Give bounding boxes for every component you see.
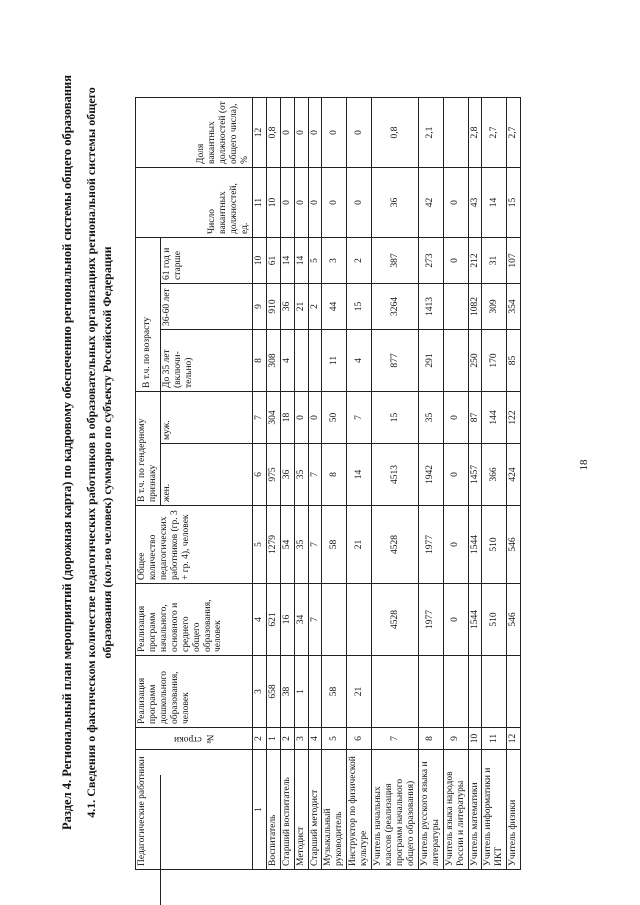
cell-share: 2,8 xyxy=(468,98,482,168)
header-general: Реализация программ начального, основного и среднего общего образования, человек xyxy=(136,584,253,656)
cell-age2: 910 xyxy=(266,284,280,330)
header-age-1: До 35 лет (включи-тельно) xyxy=(160,330,252,392)
cell-no: 10 xyxy=(468,728,482,750)
column-number: 7 xyxy=(252,392,266,444)
cell-age2: 354 xyxy=(507,284,521,330)
cell-female: 975 xyxy=(266,444,280,506)
table-row xyxy=(322,98,347,870)
cell-female: 35 xyxy=(294,444,308,506)
cell-total: 4528 xyxy=(372,506,419,584)
cell-total: 1544 xyxy=(468,506,482,584)
cell-name: Учитель русского языка и литературы xyxy=(418,750,443,870)
cell-female: 7 xyxy=(308,444,322,506)
section-title: Раздел 4. Региональный план мероприятий (дорожная карта) по кадровому обеспечению региональной системы общего образования xyxy=(60,75,74,830)
table-row xyxy=(507,98,521,870)
cell-male: 7 xyxy=(347,392,372,444)
cell-share: 0 xyxy=(294,98,308,168)
cell-vacant: 0 xyxy=(347,168,372,238)
column-number: 2 xyxy=(252,728,266,750)
cell-no: 4 xyxy=(308,728,322,750)
cell-general: 1544 xyxy=(468,584,482,656)
column-number: 1 xyxy=(252,750,266,870)
cell-age3: 2 xyxy=(347,238,372,284)
cell-age1 xyxy=(443,330,468,392)
cell-vacant: 42 xyxy=(418,168,443,238)
cell-age1: 291 xyxy=(418,330,443,392)
cell-total: 7 xyxy=(308,506,322,584)
column-number: 5 xyxy=(252,506,266,584)
cell-no: 8 xyxy=(418,728,443,750)
cell-no: 3 xyxy=(294,728,308,750)
cell-no: 1 xyxy=(266,728,280,750)
cell-age1 xyxy=(308,330,322,392)
cell-general: 510 xyxy=(482,584,507,656)
cell-female: 366 xyxy=(482,444,507,506)
cell-share: 2,7 xyxy=(507,98,521,168)
cell-age2: 309 xyxy=(482,284,507,330)
table-row xyxy=(482,98,507,870)
cell-name: Учитель начальных классов (реализация программ начального общего образования) xyxy=(372,750,419,870)
cell-age1: 4 xyxy=(347,330,372,392)
cell-general: 0 xyxy=(443,584,468,656)
cell-female: 36 xyxy=(280,444,294,506)
column-number-row xyxy=(252,98,266,870)
cell-general: 34 xyxy=(294,584,308,656)
cell-age2: 44 xyxy=(322,284,347,330)
cell-female: 424 xyxy=(507,444,521,506)
cell-name: Старший воспитатель xyxy=(280,750,294,870)
cell-vacant: 15 xyxy=(507,168,521,238)
column-number: 12 xyxy=(252,98,266,168)
cell-male: 304 xyxy=(266,392,280,444)
header-total: Общее количество педагогических работников (гр. 3 + гр. 4), человек xyxy=(136,506,253,584)
cell-age1: 250 xyxy=(468,330,482,392)
cell-age1: 85 xyxy=(507,330,521,392)
cell-male: 35 xyxy=(418,392,443,444)
cell-age1: 170 xyxy=(482,330,507,392)
cell-share: 0 xyxy=(347,98,372,168)
cell-name: Методист xyxy=(294,750,308,870)
cell-vacant: 43 xyxy=(468,168,482,238)
cell-preschool: 58 xyxy=(322,656,347,728)
column-number: 10 xyxy=(252,238,266,284)
cell-share: 0 xyxy=(308,98,322,168)
table-row xyxy=(418,98,443,870)
cell-age3: 14 xyxy=(280,238,294,284)
table-row xyxy=(347,98,372,870)
cell-no: 2 xyxy=(280,728,294,750)
cell-preschool xyxy=(418,656,443,728)
cell-preschool xyxy=(372,656,419,728)
cell-total: 58 xyxy=(322,506,347,584)
cell-name: Учитель физики xyxy=(507,750,521,870)
cell-no: 12 xyxy=(507,728,521,750)
cell-age2: 1082 xyxy=(468,284,482,330)
cell-vacant: 0 xyxy=(443,168,468,238)
cell-general: 1977 xyxy=(418,584,443,656)
cell-age3: 5 xyxy=(308,238,322,284)
cell-vacant: 36 xyxy=(372,168,419,238)
table-row xyxy=(280,98,294,870)
cell-male: 15 xyxy=(372,392,419,444)
header-gender-group: В т.ч. по гендерному признаку xyxy=(136,392,161,506)
cell-general: 546 xyxy=(507,584,521,656)
cell-no: 7 xyxy=(372,728,419,750)
header-age-3: 61 год и старше xyxy=(160,238,252,284)
cell-share: 0,8 xyxy=(266,98,280,168)
cell-preschool xyxy=(468,656,482,728)
page-number: 18 xyxy=(578,459,590,471)
cell-age3: 14 xyxy=(294,238,308,284)
cell-female: 0 xyxy=(443,444,468,506)
cell-vacant: 10 xyxy=(266,168,280,238)
table-body xyxy=(266,98,520,870)
cell-general: 4528 xyxy=(372,584,419,656)
cell-preschool xyxy=(443,656,468,728)
cell-name: Музыкальный руководитель xyxy=(322,750,347,870)
cell-age1: 308 xyxy=(266,330,280,392)
cell-age3: 212 xyxy=(468,238,482,284)
cell-female: 1942 xyxy=(418,444,443,506)
cell-male: 0 xyxy=(308,392,322,444)
cell-preschool xyxy=(308,656,322,728)
cell-age1 xyxy=(294,330,308,392)
header-age-group: В т.ч. по возрасту xyxy=(136,238,161,392)
cell-general: 7 xyxy=(308,584,322,656)
table-row xyxy=(443,98,468,870)
cell-female: 14 xyxy=(347,444,372,506)
cell-male: 122 xyxy=(507,392,521,444)
cell-name: Учитель языка народов России и литературы xyxy=(443,750,468,870)
cell-share: 2,1 xyxy=(418,98,443,168)
cell-general: 621 xyxy=(266,584,280,656)
cell-age2: 36 xyxy=(280,284,294,330)
column-number: 6 xyxy=(252,444,266,506)
table-caption-line-2: образования (кол-во человек) суммарно по субъекту Российской Федерации xyxy=(100,246,114,659)
cell-male: 0 xyxy=(443,392,468,444)
cell-total: 0 xyxy=(443,506,468,584)
cell-male: 144 xyxy=(482,392,507,444)
cell-name: Воспитатель xyxy=(266,750,280,870)
cell-no: 9 xyxy=(443,728,468,750)
cell-no: 5 xyxy=(322,728,347,750)
cell-age3: 0 xyxy=(443,238,468,284)
cell-vacant: 0 xyxy=(294,168,308,238)
cell-preschool xyxy=(507,656,521,728)
cell-share: 2,7 xyxy=(482,98,507,168)
cell-name: Инструктор по физической культуре xyxy=(347,750,372,870)
column-number: 9 xyxy=(252,284,266,330)
cell-age3: 31 xyxy=(482,238,507,284)
table-row xyxy=(308,98,322,870)
cell-preschool: 21 xyxy=(347,656,372,728)
cell-age2: 2 xyxy=(308,284,322,330)
cell-vacant: 0 xyxy=(280,168,294,238)
cell-share xyxy=(443,98,468,168)
column-number: 3 xyxy=(252,656,266,728)
cell-preschool: 658 xyxy=(266,656,280,728)
cell-vacant: 0 xyxy=(308,168,322,238)
cell-age3: 273 xyxy=(418,238,443,284)
table-row xyxy=(294,98,308,870)
cell-male: 18 xyxy=(280,392,294,444)
table-row xyxy=(468,98,482,870)
header-workers: Педагогические работники xyxy=(136,750,253,870)
cell-age2: 15 xyxy=(347,284,372,330)
cell-age3: 387 xyxy=(372,238,419,284)
footnote-rule xyxy=(160,775,161,905)
cell-age1: 11 xyxy=(322,330,347,392)
cell-age1: 877 xyxy=(372,330,419,392)
cell-male: 50 xyxy=(322,392,347,444)
cell-name: Учитель математики xyxy=(468,750,482,870)
cell-age3: 3 xyxy=(322,238,347,284)
cell-age2 xyxy=(443,284,468,330)
cell-share: 0 xyxy=(280,98,294,168)
cell-total: 21 xyxy=(347,506,372,584)
cell-share: 0 xyxy=(322,98,347,168)
table-row xyxy=(372,98,419,870)
cell-age1: 4 xyxy=(280,330,294,392)
cell-age3: 107 xyxy=(507,238,521,284)
cell-total: 1279 xyxy=(266,506,280,584)
cell-age3: 61 xyxy=(266,238,280,284)
cell-total: 35 xyxy=(294,506,308,584)
cell-total: 510 xyxy=(482,506,507,584)
header-age-2: 36-60 лет xyxy=(160,284,252,330)
header-vacant: Число вакантных должностей, ед. xyxy=(136,168,253,238)
cell-no: 6 xyxy=(347,728,372,750)
cell-female: 1457 xyxy=(468,444,482,506)
column-number: 11 xyxy=(252,168,266,238)
cell-male: 0 xyxy=(294,392,308,444)
cell-vacant: 14 xyxy=(482,168,507,238)
cell-preschool xyxy=(482,656,507,728)
table-row xyxy=(266,98,280,870)
header-row-no: № строки xyxy=(136,728,253,750)
cell-share: 0,8 xyxy=(372,98,419,168)
header-male: муж. xyxy=(160,392,252,444)
cell-preschool: 1 xyxy=(294,656,308,728)
header-vacant-share: Доля вакантных должностей (от общего числа), % xyxy=(136,98,253,168)
cell-vacant: 0 xyxy=(322,168,347,238)
cell-no: 11 xyxy=(482,728,507,750)
cell-age2: 1413 xyxy=(418,284,443,330)
header-female: жен. xyxy=(160,444,252,506)
cell-total: 1977 xyxy=(418,506,443,584)
column-number: 8 xyxy=(252,330,266,392)
cell-age2: 3264 xyxy=(372,284,419,330)
cell-age2: 21 xyxy=(294,284,308,330)
cell-general xyxy=(347,584,372,656)
cell-preschool: 38 xyxy=(280,656,294,728)
cell-name: Учитель информатики и ИКТ xyxy=(482,750,507,870)
cell-total: 546 xyxy=(507,506,521,584)
staff-table xyxy=(135,97,521,870)
cell-general xyxy=(322,584,347,656)
cell-male: 87 xyxy=(468,392,482,444)
cell-female: 8 xyxy=(322,444,347,506)
cell-general: 16 xyxy=(280,584,294,656)
table-caption-line-1: 4.1. Сведения о фактическом количестве педагогических работников в образовательных организациях региональной системы общего xyxy=(84,87,98,818)
cell-total: 54 xyxy=(280,506,294,584)
cell-name: Старший методист xyxy=(308,750,322,870)
column-number: 4 xyxy=(252,584,266,656)
cell-female: 4513 xyxy=(372,444,419,506)
header-preschool: Реализация программ дошкольного образования, человек xyxy=(136,656,253,728)
